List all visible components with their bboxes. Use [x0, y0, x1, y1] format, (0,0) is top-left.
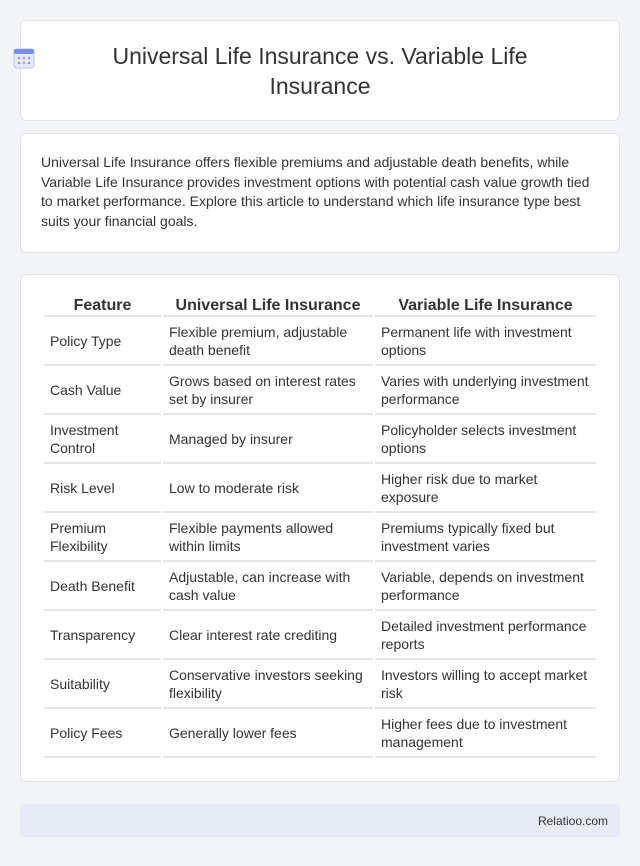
variable-cell: Permanent life with investment options	[375, 317, 596, 366]
intro-text: Universal Life Insurance offers flexible premiums and adjustable death benefits, while Variable Life Insurance provides investment options with potential cash value growth tied to market performance. Explore this article to understand which life insurance type best suits your financial goals.	[41, 154, 590, 229]
feature-cell: Death Benefit	[44, 562, 161, 611]
title-wrap	[61, 41, 579, 101]
comparison-table-card	[20, 274, 620, 782]
variable-cell: Detailed investment performance reports	[375, 611, 596, 660]
footer-brand[interactable]: Relatioo.com	[537, 813, 608, 828]
variable-cell: Investors willing to accept market risk	[375, 660, 596, 709]
calendar-icon	[13, 47, 35, 69]
universal-cell: Clear interest rate crediting	[163, 611, 373, 660]
table-row	[44, 513, 596, 562]
header-variable: Variable Life Insurance	[375, 297, 596, 317]
universal-cell: Conservative investors seeking flexibility	[163, 660, 373, 709]
table-row	[44, 464, 596, 513]
universal-cell: Low to moderate risk	[163, 464, 373, 513]
table-row	[44, 709, 596, 758]
feature-cell: Policy Type	[44, 317, 161, 366]
intro-card	[20, 133, 620, 253]
table-row	[44, 611, 596, 660]
feature-cell: Investment Control	[44, 415, 161, 464]
feature-cell: Risk Level	[44, 464, 161, 513]
comparison-table	[42, 297, 598, 758]
title-card	[20, 20, 620, 121]
table-row	[44, 317, 596, 366]
feature-cell: Transparency	[44, 611, 161, 660]
header-universal: Universal Life Insurance	[163, 297, 373, 317]
table-row	[44, 660, 596, 709]
variable-cell: Higher risk due to market exposure	[375, 464, 596, 513]
page-title: Universal Life Insurance vs. Variable Life Insurance	[112, 42, 528, 99]
feature-cell: Cash Value	[44, 366, 161, 415]
universal-cell: Flexible premium, adjustable death benefit	[163, 317, 373, 366]
header-feature: Feature	[44, 297, 161, 317]
table-row	[44, 562, 596, 611]
universal-cell: Flexible payments allowed within limits	[163, 513, 373, 562]
universal-cell: Generally lower fees	[163, 709, 373, 758]
feature-cell: Policy Fees	[44, 709, 161, 758]
variable-cell: Policyholder selects investment options	[375, 415, 596, 464]
table-row	[44, 415, 596, 464]
table-row	[44, 366, 596, 415]
variable-cell: Premiums typically fixed but investment varies	[375, 513, 596, 562]
feature-cell: Premium Flexibility	[44, 513, 161, 562]
universal-cell: Adjustable, can increase with cash value	[163, 562, 373, 611]
footer	[20, 804, 620, 837]
universal-cell: Managed by insurer	[163, 415, 373, 464]
table-header-row	[44, 297, 596, 317]
variable-cell: Varies with underlying investment performance	[375, 366, 596, 415]
variable-cell: Higher fees due to investment management	[375, 709, 596, 758]
universal-cell: Grows based on interest rates set by insurer	[163, 366, 373, 415]
variable-cell: Variable, depends on investment performance	[375, 562, 596, 611]
feature-cell: Suitability	[44, 660, 161, 709]
